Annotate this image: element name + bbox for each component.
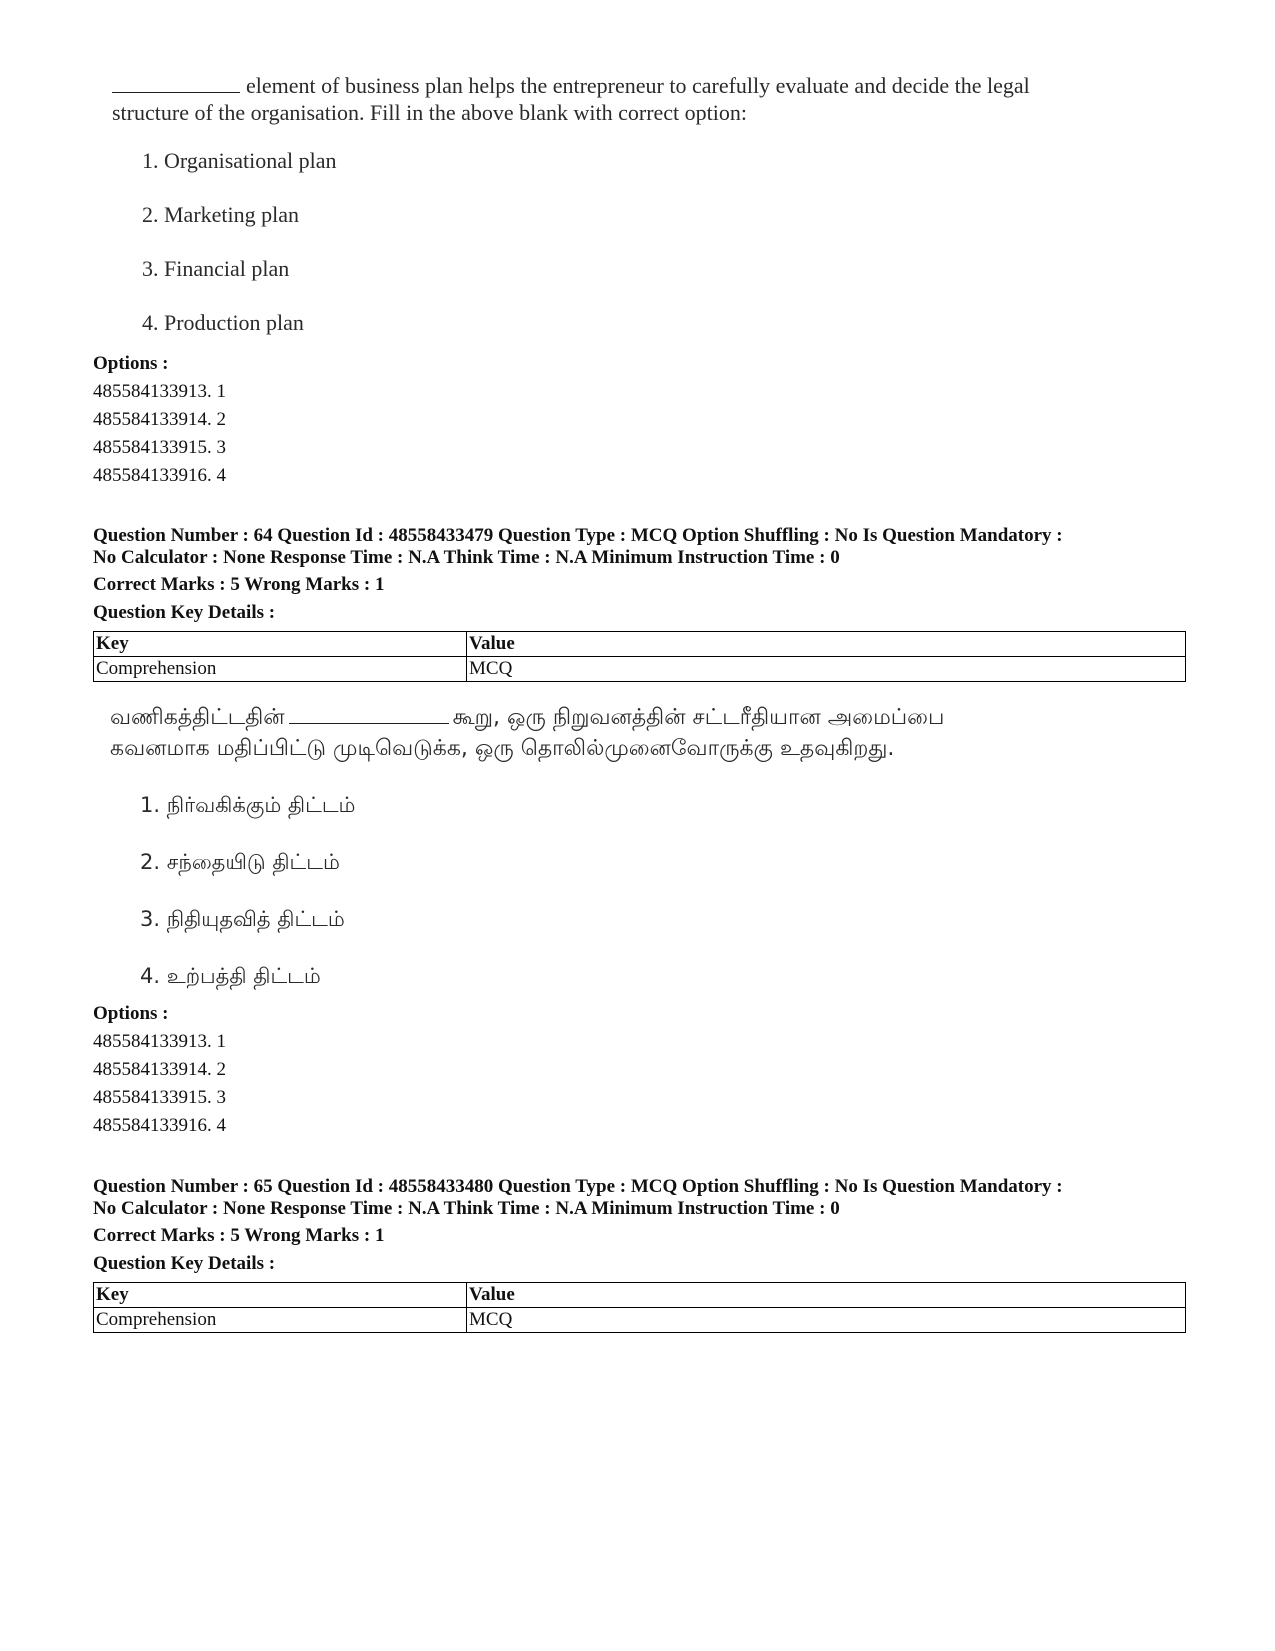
marks-line: Correct Marks : 5 Wrong Marks : 1 — [93, 574, 385, 595]
options-label: Options : — [93, 353, 169, 374]
fill-in-blank — [289, 703, 449, 724]
choice-list — [140, 792, 1160, 1020]
value-cell: MCQ — [467, 1308, 1186, 1333]
key-details-table — [93, 1282, 1186, 1333]
marks-line: Correct Marks : 5 Wrong Marks : 1 — [93, 1225, 385, 1246]
question-stem-line1: கூறு, ஒரு நிறுவனத்தின் சட்டரீதியான அமைப்பை — [452, 705, 945, 730]
value-cell: MCQ — [467, 657, 1186, 682]
key-header: Key — [94, 1283, 467, 1308]
options-label: Options : — [93, 1003, 169, 1024]
option-item: 485584133916. 4 — [93, 465, 226, 486]
choice-item: 2. Marketing plan — [142, 202, 300, 227]
option-item: 485584133914. 2 — [93, 1059, 226, 1080]
key-cell: Comprehension — [94, 657, 467, 682]
question-image-tamil — [110, 702, 1160, 1020]
table-row — [94, 657, 1186, 682]
option-item: 485584133916. 4 — [93, 1115, 226, 1136]
options-section — [93, 1000, 1193, 1140]
choice-item: 2. சந்தையிடு திட்டம் — [140, 850, 340, 874]
choice-item: 3. நிதியுதவித் திட்டம் — [140, 907, 345, 931]
question-65-details — [93, 1176, 1193, 1333]
value-header: Value — [467, 632, 1186, 657]
choice-item: 4. உற்பத்தி திட்டம் — [140, 964, 321, 988]
key-details-label: Question Key Details : — [93, 602, 276, 623]
key-cell: Comprehension — [94, 1308, 467, 1333]
key-header: Key — [94, 632, 467, 657]
table-row — [94, 1308, 1186, 1333]
fill-in-blank — [112, 72, 240, 93]
question-stem-line1: element of business plan helps the entrepreneur to carefully evaluate and decide the legal — [246, 73, 1030, 98]
choice-item: 1. நிர்வகிக்கும் திட்டம் — [140, 793, 356, 817]
choice-item: 4. Production plan — [142, 310, 304, 335]
option-item: 485584133915. 3 — [93, 1087, 226, 1108]
question-meta-line2: No Calculator : None Response Time : N.A Think Time : N.A Minimum Instruction Time : 0 — [93, 547, 840, 568]
option-item: 485584133915. 3 — [93, 437, 226, 458]
question-meta-line1: Question Number : 64 Question Id : 48558433479 Question Type : MCQ Option Shuffling : No Is Question Mandatory : — [93, 525, 1063, 546]
option-item: 485584133913. 1 — [93, 381, 226, 402]
choice-list — [142, 148, 1112, 364]
key-details-table — [93, 631, 1186, 682]
question-stem — [110, 702, 1160, 764]
question-stem-line2: கவனமாக மதிப்பிட்டு முடிவெடுக்க, ஒரு தொலில்முனைவோருக்கு உதவுகிறது. — [110, 736, 895, 761]
choice-item: 1. Organisational plan — [142, 148, 337, 173]
question-image-english — [112, 72, 1112, 364]
options-section — [93, 350, 1193, 490]
table-header-row — [94, 632, 1186, 657]
question-meta-line1: Question Number : 65 Question Id : 48558433480 Question Type : MCQ Option Shuffling : No Is Question Mandatory : — [93, 1176, 1063, 1197]
key-details-label: Question Key Details : — [93, 1253, 276, 1274]
choice-item: 3. Financial plan — [142, 256, 290, 281]
question-stem-line2: structure of the organisation. Fill in the above blank with correct option: — [112, 100, 748, 125]
question-meta-line2: No Calculator : None Response Time : N.A Think Time : N.A Minimum Instruction Time : 0 — [93, 1198, 840, 1219]
question-stem — [112, 72, 1112, 126]
option-item: 485584133914. 2 — [93, 409, 226, 430]
value-header: Value — [467, 1283, 1186, 1308]
question-64-details — [93, 525, 1193, 682]
option-item: 485584133913. 1 — [93, 1031, 226, 1052]
question-stem-start: வணிகத்திட்டதின் — [110, 705, 285, 730]
table-header-row — [94, 1283, 1186, 1308]
